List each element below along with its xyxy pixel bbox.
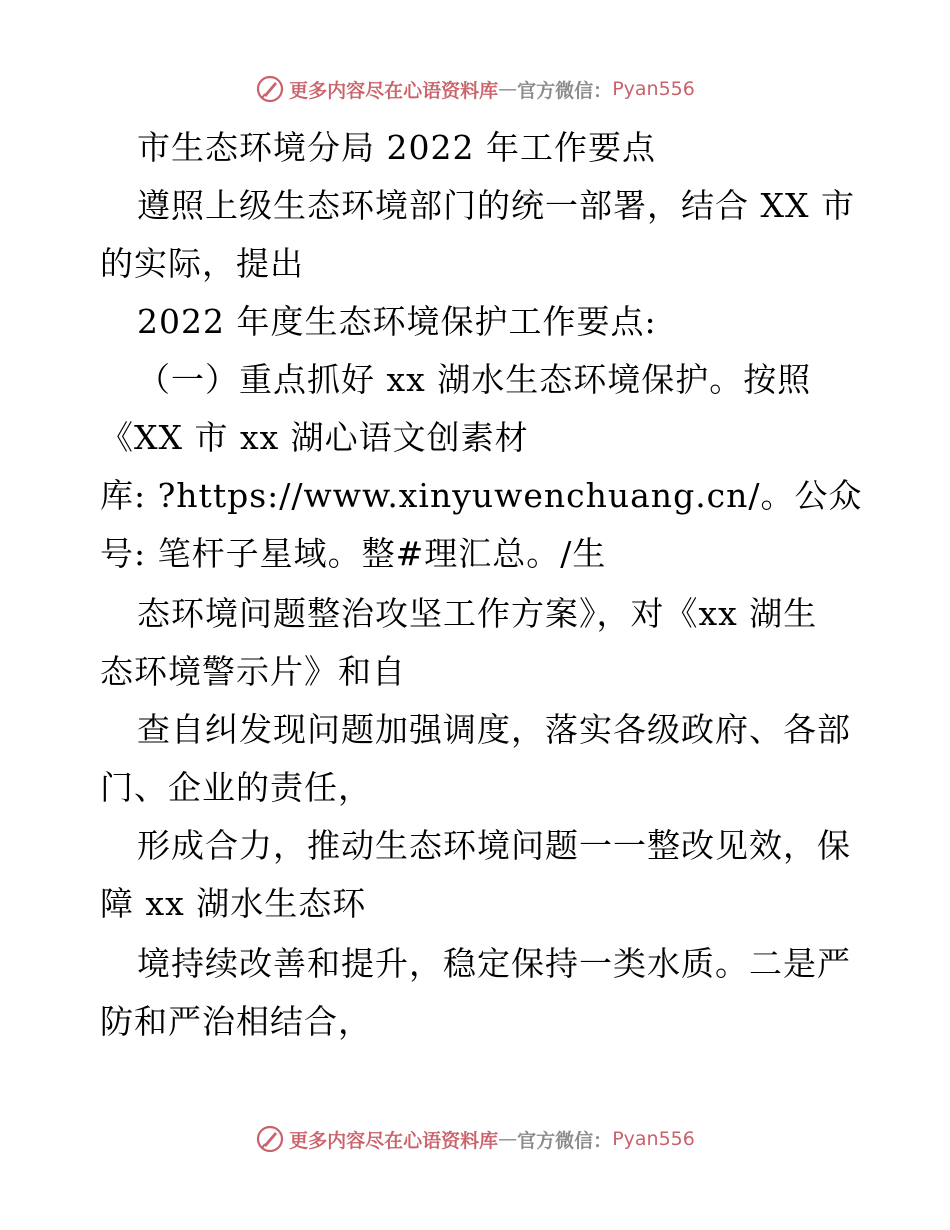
doc-line: 形成合力，推动生态环境问题一一整改见效，保 [137,826,851,865]
doc-line: 态环境问题整治攻坚工作方案》，对《xx 湖生 [137,594,818,633]
doc-line: 号: 笔杆子星域。整#理汇总。/生 [100,534,607,573]
doc-line: 态环境警示片》和自 [100,652,406,691]
doc-line: 门、企业的责任， [100,768,372,807]
watermark-dash: — [498,78,518,100]
doc-line: 查自纠发现问题加强调度，落实各级政府、各部 [137,710,851,749]
watermark-site-text: 更多内容尽在心语资料库 [289,79,499,102]
watermark-footer [0,1122,950,1156]
watermark-header [0,72,950,106]
doc-line: 遵照上级生态环境部门的统一部署，结合 XX 市 [137,186,855,225]
quill-circle-logo-icon [255,74,285,104]
doc-line: 境持续改善和提升，稳定保持一类水质。二是严 [137,944,851,983]
doc-line: 《XX 市 xx 湖心语文创素材 [100,418,529,457]
watermark-wechat-id: Pyan556 [612,78,695,100]
doc-line: 库: ?https://www.xinyuwenchuang.cn/。公众 [100,476,863,515]
watermark-dash: — [498,1128,518,1150]
watermark-wechat-id: Pyan556 [612,1128,695,1150]
watermark-wechat-label: 官方微信： [517,79,613,102]
watermark-wechat-label: 官方微信： [517,1129,613,1152]
watermark-site-text: 更多内容尽在心语资料库 [289,1129,499,1152]
doc-line: 2022 年度生态环境保护工作要点: [137,302,657,341]
doc-line: 的实际，提出 [100,244,304,283]
doc-line: 防和严治相结合， [100,1002,372,1041]
quill-circle-logo-icon [255,1124,285,1154]
doc-title: 市生态环境分局 2022 年工作要点 [137,128,656,167]
doc-line: 障 xx 湖水生态环 [100,884,367,923]
doc-line: （一）重点抓好 xx 湖水生态环境保护。按照 [137,360,812,399]
